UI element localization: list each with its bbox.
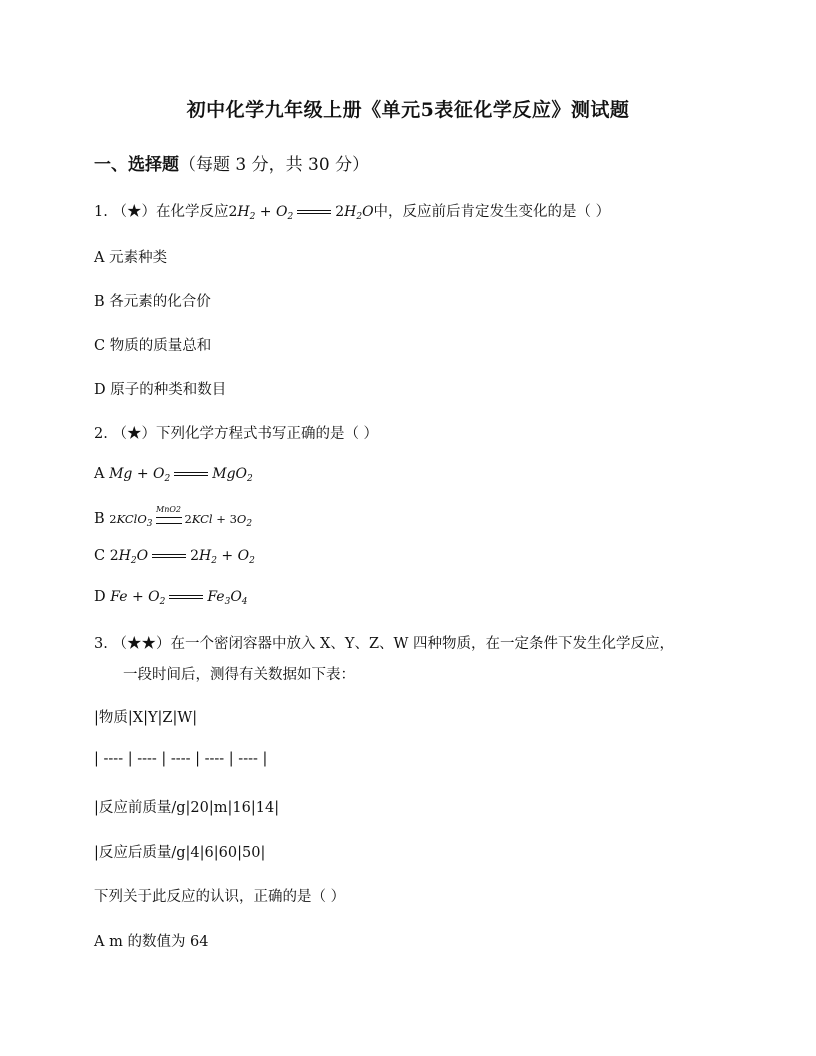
table-row-before: |反应前质量/g|20|m|16|14| (94, 800, 280, 816)
question-1-suffix: 中，反应前后肯定发生变化的是（ ） (373, 204, 611, 220)
q1-option-c: C 物质的质量总和 (94, 338, 212, 354)
equation-q2-b: 2KClO$_3$ MnO2 $2KCl + 3O_2$ (109, 505, 253, 529)
equation-q2-d: $Fe + O_2$ $Fe_3O_4$ (110, 589, 248, 607)
q2-option-b (94, 507, 252, 527)
q2-option-b-label: B (94, 511, 105, 527)
q2-option-d (94, 589, 248, 605)
question-3-prompt: 下列关于此反应的认识，正确的是（ ） (94, 889, 346, 905)
catalyst-condition (156, 507, 182, 525)
q2-option-c (94, 548, 255, 564)
q3-option-a: A m 的数值为 64 (94, 934, 209, 950)
catalyst-label: MnO2 (156, 505, 182, 514)
question-3-stem-line2: 一段时间后，测得有关数据如下表： (123, 667, 355, 683)
q1-option-b: B 各元素的化合价 (94, 294, 211, 310)
q2-option-a-label: A (94, 466, 105, 482)
equation-q2-c: $2H_2O$ $2H_2 + O_2$ (109, 548, 255, 566)
q2-option-c-label: C (94, 548, 106, 564)
question-1-prefix: 1. （★）在化学反应 (94, 204, 229, 220)
q2-option-d-label: D (94, 589, 106, 605)
q2-option-a (94, 466, 253, 482)
table-row-separator: | ---- | ---- | ---- | ---- | ---- | (94, 751, 268, 767)
section-note: （每题 3 分，共 30 分） (179, 155, 370, 175)
equation-q1: $2H_2 + O_2$ $2H_2O$ (228, 204, 374, 222)
q1-option-a: A 元素种类 (94, 250, 168, 266)
equation-q2-a: $Mg + O_2$ MgO$_2$ (109, 466, 253, 484)
section-heading-text: 一、选择题 (94, 155, 179, 175)
table-row-header: |物质|X|Y|Z|W| (94, 710, 198, 726)
q1-option-d: D 原子的种类和数目 (94, 382, 227, 398)
document-title: 初中化学九年级上册《单元5表征化学反应》测试题 (186, 99, 630, 121)
section-heading (94, 150, 369, 175)
question-3-stem-line1: 3. （★★）在一个密闭容器中放入 X、Y、Z、W 四种物质，在一定条件下发生化学反应， (94, 636, 675, 652)
question-1 (94, 200, 610, 221)
table-row-after: |反应后质量/g|4|6|60|50| (94, 845, 266, 861)
question-2-stem: 2. （★）下列化学方程式书写正确的是（ ） (94, 426, 379, 442)
